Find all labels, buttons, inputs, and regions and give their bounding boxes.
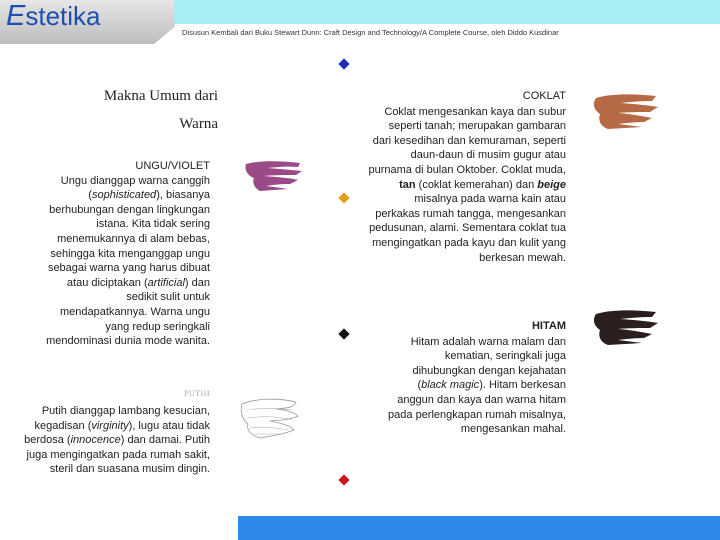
white-text: Putih dianggap lambang kesucian, kegadisan (virginity), lugu atau tidak berdosa (innocence) dan damai. Putih juga mengingatkan pada rumah sakit, steril dan suasana musim dingin. bbox=[24, 405, 210, 476]
logo: Estetika bbox=[6, 0, 101, 32]
blue-diamond-icon bbox=[338, 58, 349, 69]
brown-title: COKLAT bbox=[522, 90, 566, 102]
violet-title: UNGU/VIOLET bbox=[135, 160, 210, 172]
heading-line-2: Warna bbox=[179, 116, 218, 132]
section-heading bbox=[60, 82, 218, 138]
gold-diamond-icon bbox=[338, 192, 349, 203]
black-swatch-icon bbox=[590, 306, 662, 348]
black-text: Hitam adalah warna malam dan kematian, seringkali juga dihubungkan dengan kejahatan (black magic). Hitam berkesan anggun dan kaya dan warna hitam pada perlengkapan rumah misalnya, mengesankan mahal. bbox=[388, 335, 566, 436]
brown-section bbox=[368, 89, 566, 265]
white-title: PUTIH bbox=[183, 389, 210, 398]
violet-section bbox=[40, 159, 210, 349]
black-title: HITAM bbox=[531, 320, 566, 332]
source-subtitle: Disusun Kembali dari Buku Stewart Dunn: Craft Design and Technology/A Complete Course, oleh Diddo Kusdinar bbox=[182, 28, 559, 37]
brown-text: Coklat mengesankan kaya dan subur seperti tanah; merupakan gambaran dari kesedihan dan kemuraman, seperti daun-daun di musim gugur atau purnama di bulan Oktober. Coklat muda, tan (coklat kemerahan) dan beige misalnya pada warna kain atau perkakas rumah tangga, mengesankan pedusunan, alami. Sementara coklat tua mengingatkan pada kayu dan kulit yang berkesan mewah. bbox=[368, 105, 566, 264]
white-swatch-icon bbox=[236, 394, 302, 448]
top-accent-bar bbox=[174, 0, 720, 24]
black-diamond-icon bbox=[338, 328, 349, 339]
bottom-accent-bar bbox=[238, 516, 720, 540]
heading-line-1: Makna Umum dari bbox=[103, 88, 218, 104]
brown-swatch-icon bbox=[590, 90, 662, 132]
violet-swatch-icon bbox=[240, 158, 306, 194]
violet-text: Ungu dianggap warna canggih (sophisticated), biasanya berhubungan dengan lingkungan istana. Kita tidak sering menemukannya di alam bebas, sehingga kita menganggap ungu sebagai warna yang harus dibuat atau diciptakan (artificial) dan sedikit sulit untuk mendapatkannya. Warna ungu yang redup seringkali mendominasi dunia mode wanita. bbox=[46, 174, 210, 348]
black-section bbox=[386, 319, 566, 437]
red-diamond-icon bbox=[338, 474, 349, 485]
white-section bbox=[20, 404, 210, 477]
